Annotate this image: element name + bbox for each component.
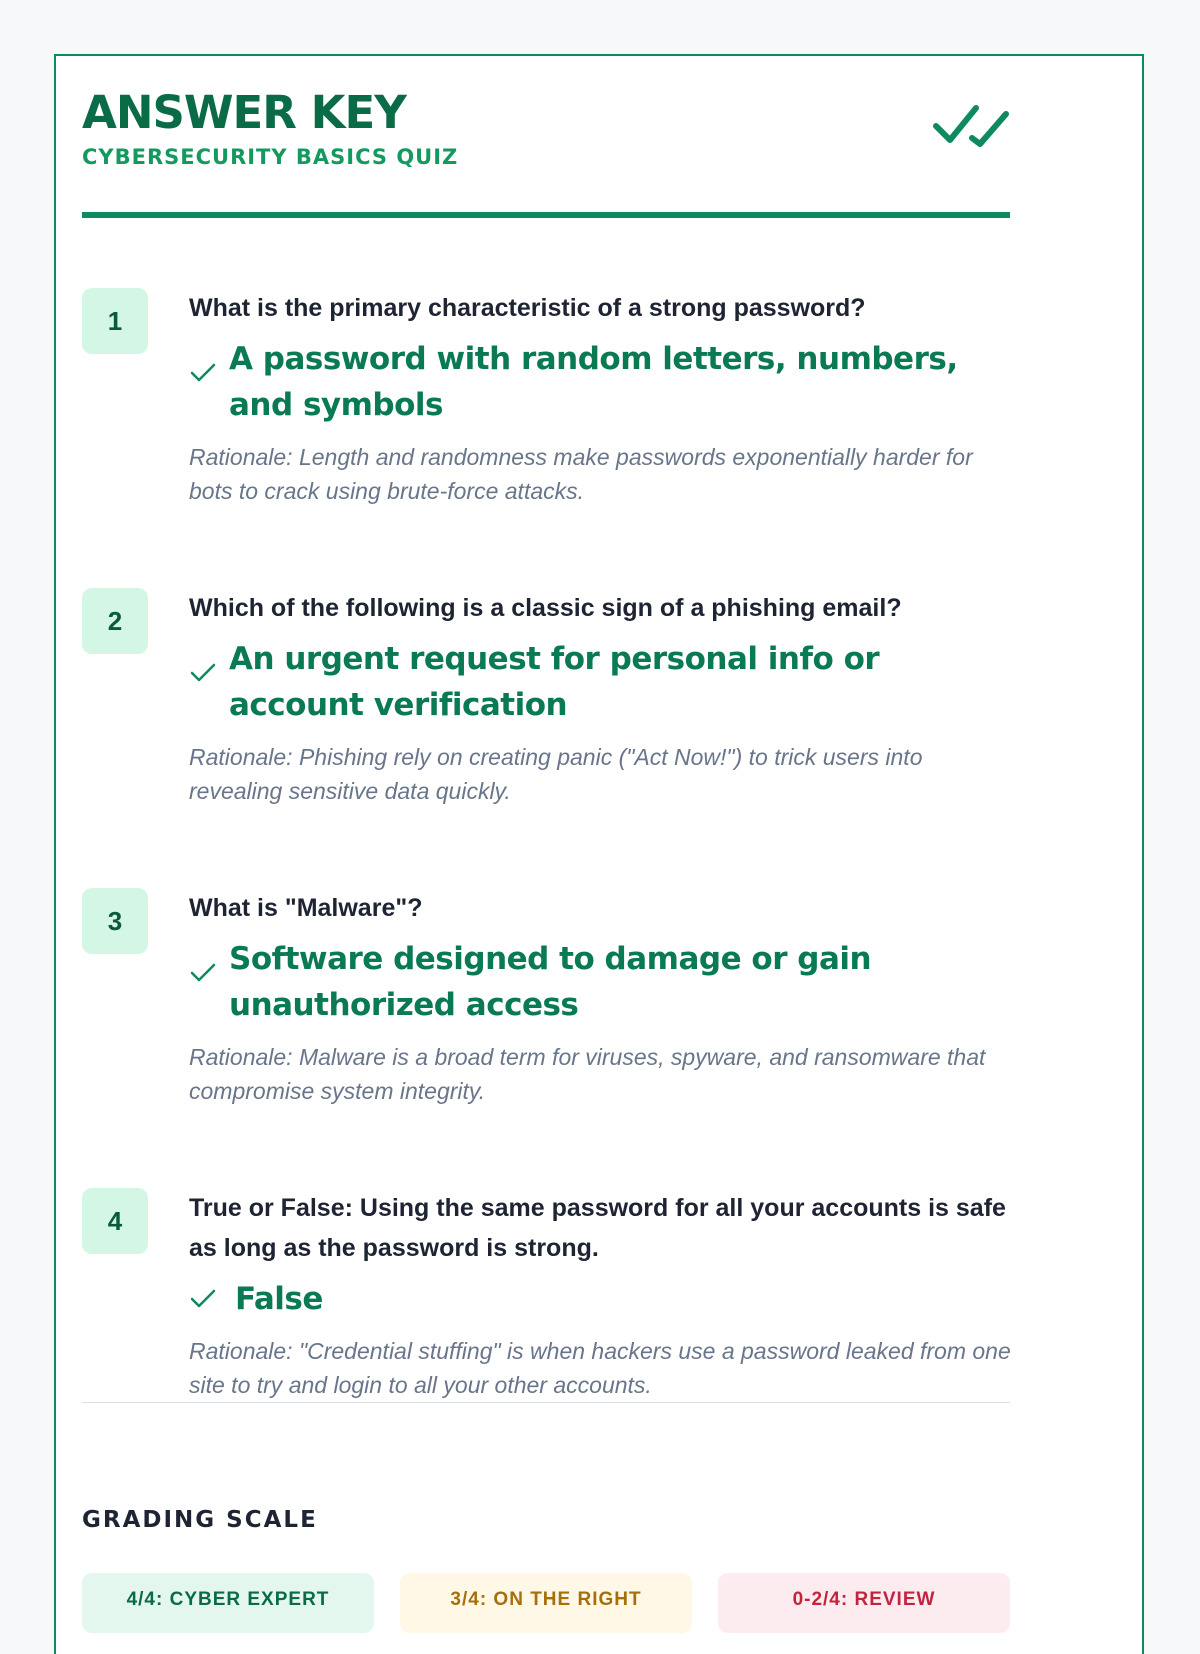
answer-rationale: Rationale: Malware is a broad term for viruses, spyware, and ransomware that compromise system integrity. — [189, 1044, 986, 1104]
answer-text: An urgent request for personal info or account verification — [229, 641, 880, 723]
grading-scale — [82, 1505, 1010, 1610]
question-item — [82, 288, 1010, 588]
page-title: ANSWER KEY — [82, 86, 406, 139]
grade-level-expert: 4/4: CYBER EXPERT — [82, 1573, 374, 1633]
check-icon — [189, 1286, 217, 1312]
question-number-badge: 1 — [82, 288, 148, 354]
check-icon — [189, 960, 217, 986]
question-body — [189, 1188, 1013, 1402]
correct-answer — [189, 936, 1013, 1028]
answer-rationale: Rationale: Phishing rely on creating panic ("Act Now!") to trick users into revealing sensitive data quickly. — [189, 744, 923, 804]
check-icon — [189, 360, 217, 386]
question-item — [82, 888, 1010, 1188]
answer-key-header — [82, 88, 1010, 220]
question-list — [82, 288, 1010, 1403]
answer-text: Software designed to damage or gain unauthorized access — [229, 941, 872, 1023]
grading-levels — [82, 1573, 1010, 1633]
header-divider — [82, 212, 1010, 218]
grading-scale-title: GRADING SCALE — [82, 1507, 318, 1533]
question-body — [189, 288, 1013, 508]
correct-answer — [189, 1276, 1013, 1322]
question-body — [189, 888, 1013, 1108]
question-text: What is the primary characteristic of a strong password? — [189, 294, 866, 322]
correct-answer — [189, 636, 1013, 728]
answer-text: False — [235, 1281, 323, 1317]
question-text: True or False: Using the same password for all your accounts is safe as long as the password is strong. — [189, 1194, 1006, 1262]
answer-rationale: Rationale: Length and randomness make passwords exponentially harder for bots to crack using brute-force attacks. — [189, 444, 973, 504]
question-text: What is "Malware"? — [189, 894, 423, 922]
grade-level-review: 0-2/4: REVIEW — [718, 1573, 1010, 1633]
question-number-badge: 2 — [82, 588, 148, 654]
question-item — [82, 1188, 1010, 1403]
check-icon — [189, 660, 217, 686]
answer-rationale: Rationale: "Credential stuffing" is when hackers use a password leaked from one site to try and login to all your other accounts. — [189, 1338, 1011, 1398]
correct-answer — [189, 336, 1013, 428]
question-body — [189, 588, 1013, 808]
question-number-badge: 4 — [82, 1188, 148, 1254]
page-subtitle: CYBERSECURITY BASICS QUIZ — [82, 145, 459, 169]
question-text: Which of the following is a classic sign of a phishing email? — [189, 594, 902, 622]
double-check-icon — [932, 100, 1010, 152]
grade-level-on-the-right: 3/4: ON THE RIGHT — [400, 1573, 692, 1633]
question-item — [82, 588, 1010, 888]
answer-text: A password with random letters, numbers, and symbols — [229, 341, 958, 423]
question-number-badge: 3 — [82, 888, 148, 954]
